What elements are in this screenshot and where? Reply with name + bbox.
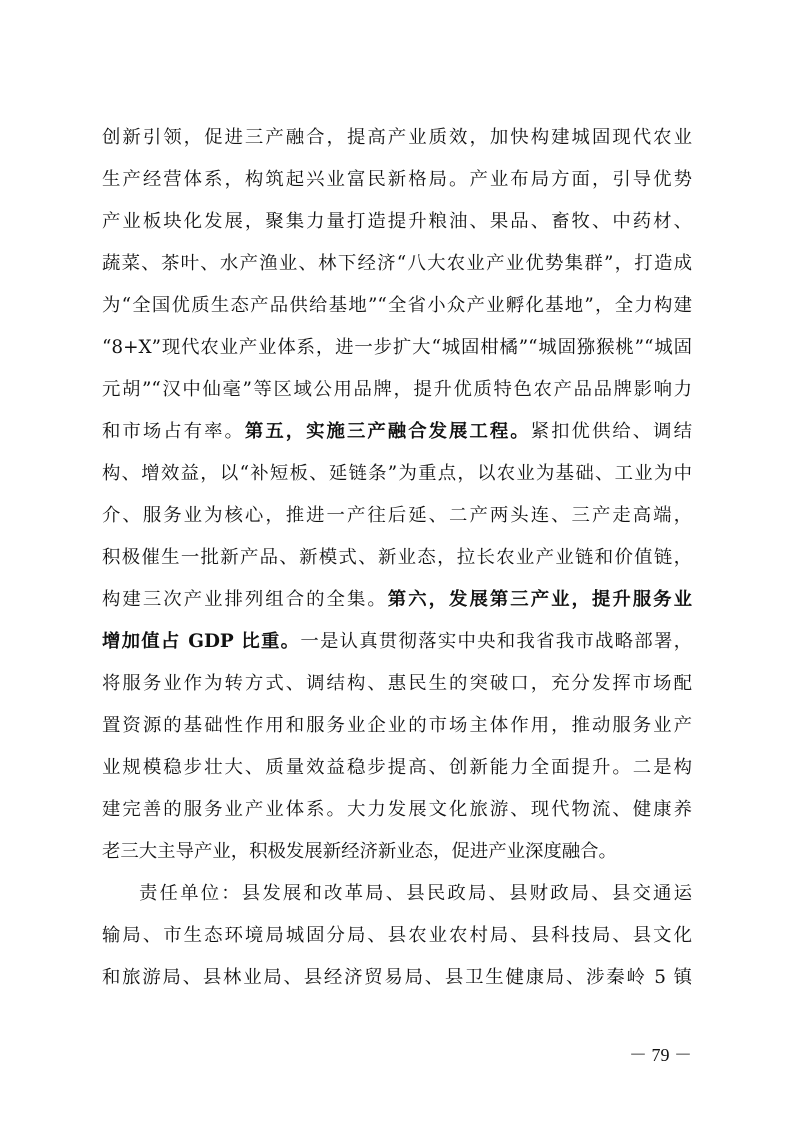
responsible-units-line: 责任单位：县发展和改革局、县民政局、县财政局、县交通运 — [139, 883, 692, 904]
text-span: 和市场占有率。 — [102, 421, 245, 442]
text-line: 为“全国优质生态产品供给基地”“全省小众产业孵化基地”，全力构建 — [102, 295, 692, 316]
text-line: 蔬菜、茶叶、水产渔业、林下经济“八大农业产业优势集群”，打造成 — [102, 253, 692, 274]
text-line: 业规模稳步壮大、质量效益稳步提高、创新能力全面提升。二是构 — [102, 757, 692, 778]
responsible-units-line: 和旅游局、县林业局、县经济贸易局、县卫生健康局、涉秦岭 5 镇 — [102, 967, 692, 988]
text-line — [102, 621, 692, 663]
text-line: 创新引领，促进三产融合，提高产业质效，加快构建城固现代农业 — [102, 127, 692, 148]
text-line: 生产经营体系，构筑起兴业富民新格局。产业布局方面，引导优势 — [102, 169, 692, 190]
text-line — [102, 411, 692, 453]
text-line: 元胡”“汉中仙毫”等区域公用品牌，提升优质特色农产品品牌影响力 — [102, 379, 692, 400]
text-line: 积极催生一批新产品、新模式、新业态，拉长农业产业链和价值链， — [102, 547, 692, 568]
text-line: 产业板块化发展，聚集力量打造提升粮油、果品、畜牧、中药材、 — [102, 211, 692, 232]
text-line: 置资源的基础性作用和服务业企业的市场主体作用，推动服务业产 — [102, 715, 692, 736]
text-line: 建完善的服务业产业体系。大力发展文化旅游、现代物流、健康养 — [102, 799, 692, 820]
page-number: － 79 － — [629, 1045, 692, 1065]
section-heading-six-continued: 增加值占 GDP 比重。 — [102, 631, 301, 652]
text-line: 将服务业作为转方式、调结构、惠民生的突破口，充分发挥市场配 — [102, 673, 692, 694]
body-text — [102, 117, 692, 999]
text-span: 一是认真贯彻落实中央和我省我市战略部署， — [300, 631, 692, 652]
responsible-units-line: 输局、市生态环境局城固分局、县农业农村局、县科技局、县文化 — [102, 925, 692, 946]
section-heading-six: 第六，发展第三产业，提升服务业 — [387, 589, 692, 610]
text-line: 构、增效益，以“补短板、延链条”为重点，以农业为基础、工业为中 — [102, 463, 692, 484]
text-line: “8+X”现代农业产业体系，进一步扩大“城固柑橘”“城固猕猴桃”“城固 — [102, 337, 692, 358]
text-span: 构建三次产业排列组合的全集。 — [102, 589, 388, 610]
text-span: 紧扣优供给、调结 — [530, 421, 692, 442]
section-heading-five: 第五，实施三产融合发展工程。 — [244, 421, 531, 442]
text-line: 介、服务业为核心，推进一产往后延、二产两头连、三产走高端， — [102, 505, 692, 526]
text-line: 老三大主导产业，积极发展新经济新业态，促进产业深度融合。 — [102, 841, 617, 862]
text-line — [102, 579, 692, 621]
